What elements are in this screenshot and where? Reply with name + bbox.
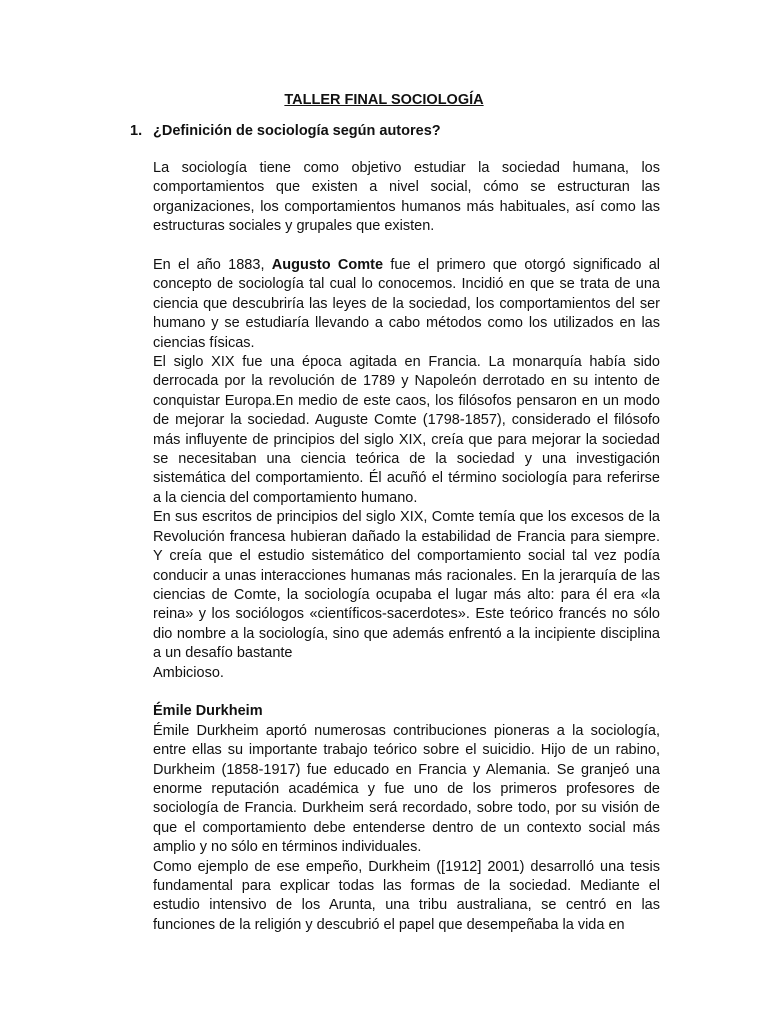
paragraph-ambicioso: Ambicioso. [153,664,224,681]
paragraph-comte-post: fue el primero que otorgó significado al concepto de sociología tal cual lo conocemos. Incidió en que se trata de una ciencia que descubriría las leyes de la sociedad, los comportamientos del ser humano y se estudiaría llevando a cabo métodos como los utilizados en las ciencias físicas. [153,257,660,351]
paragraph-ejemplo: Como ejemplo de ese empeño, Durkheim ([1912] 2001) desarrolló una tesis fundamental para explicar todas las formas de la sociedad. Mediante el estudio intensivo de los Arunta, una tribu australiana, se centró en las funciones de la religión y descubrió el papel que desempeñaba la vida en [153,858,660,933]
document-title: TALLER FINAL SOCIOLOGÍA [284,92,484,108]
paragraph-comte-pre: En el año 1883, [153,257,272,274]
paragraph-gap [153,683,660,702]
comte-name: Augusto Comte [271,257,384,274]
paragraph-escritos: En sus escritos de principios del siglo XIX, Comte temía que los excesos de la Revolución francesa hubieran dañado la estabilidad de Francia para siempre. Y creía que el estudio sistemático del comportamiento social tal vez podía conducir a unas interacciones humanas más racionales. En la jerarquía de las ciencias de Comte, la sociología ocupaba el lugar más alto: para él era «la reina» y los sociólogos «científicos-sacerdotes». Este teórico francés no sólo dio nombre a la sociología, sino que además enfrentó a la incipiente disciplina a un desafío bastante [153,509,660,662]
paragraph-intro: La sociología tiene como objetivo estudiar la sociedad humana, los comportamientos que existen a nivel social, cómo se estructuran las organizaciones, los comportamientos humanos más habituales, así como las estructuras sociales y grupales que existen. [153,160,660,235]
question-number: 1. [130,123,143,139]
paragraph-comte [153,256,660,353]
paragraph-siglo-xix: El siglo XIX fue una época agitada en Francia. La monarquía había sido derrocada por la revolución de 1789 y Napoleón derrotado en su intento de conquistar Europa.En medio de este caos, los filósofos pensaron en un modo de mejorar la sociedad. Auguste Comte (1798-1857), considerado el filósofo más influyente de principios del siglo XIX, creía que para mejorar la sociedad se necesitaban una ciencia teórica de la sociedad y una investigación sistemática del comportamiento. Él acuñó el término sociología para referirse a la ciencia del comportamiento humano. [153,354,660,506]
paragraph-durkheim: Émile Durkheim aportó numerosas contribuciones pioneras a la sociología, entre ellas su importante trabajo teórico sobre el suicidio. Hijo de un rabino, Durkheim (1858-1917) fue educado en Francia y Alemania. Se granjeó una enorme reputación académica y fue uno de los primeros profesores de sociología de Francia. Durkheim será recordado, sobre todo, por su visión de que el comportamiento debe entenderse dentro de un contexto social más amplio y no sólo en términos individuales. [153,722,660,856]
paragraph-gap [153,237,660,256]
heading-durkheim: Émile Durkheim [153,703,263,720]
question-heading [130,123,670,139]
document-body [153,159,660,935]
question-text: ¿Definición de sociología según autores? [153,123,441,139]
